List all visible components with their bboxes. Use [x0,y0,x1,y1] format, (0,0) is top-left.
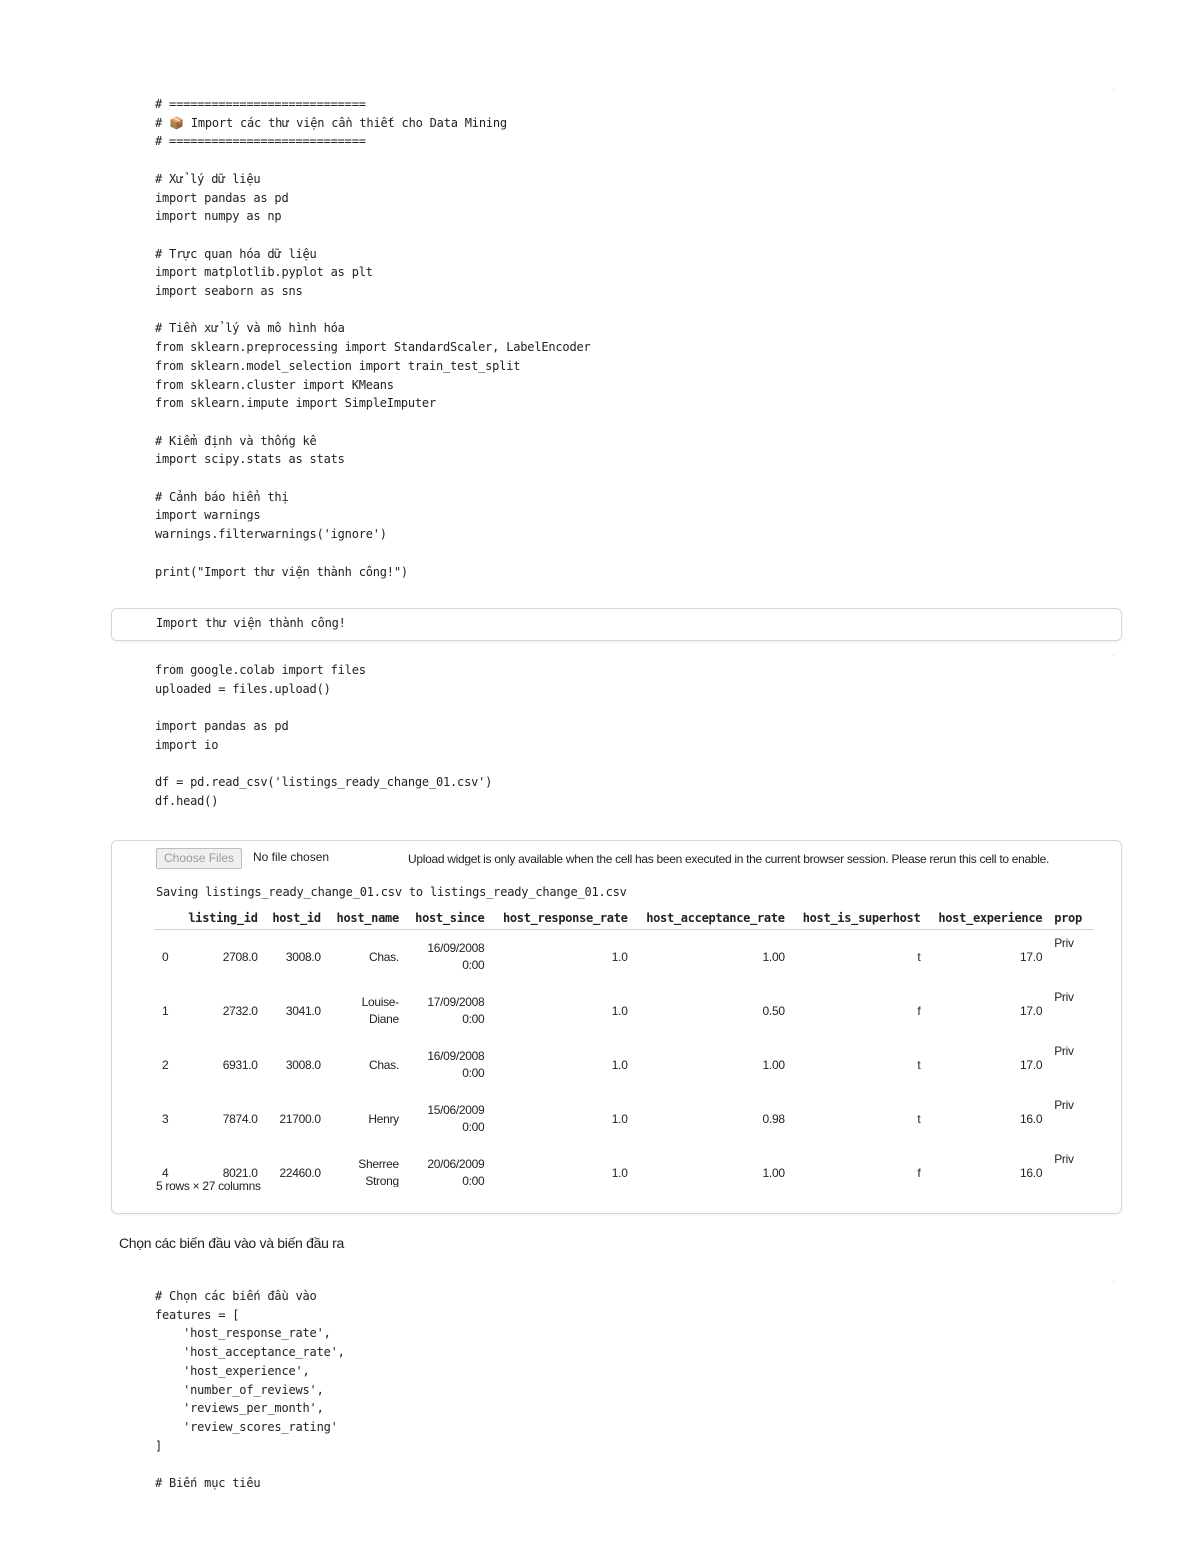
saving-text: Saving listings_ready_change_01.csv to listings_ready_change_01.csv [156,885,627,899]
dataframe-shape-note: 5 rows × 27 columns [156,1179,261,1193]
cell-host-acceptance-rate: 1.00 [762,1058,785,1072]
dataframe-scroll[interactable] [154,907,1094,1187]
output-text: Import thư viện thành công! [156,616,346,630]
table-row [154,984,1094,1038]
cell-host-name: Henry [368,1111,399,1126]
cell-host-response-rate: 1.0 [611,950,628,964]
dataframe-table [154,907,1094,1187]
cell-host-name: Louise-Diane [361,995,399,1026]
cell-host-is-superhost: t [917,1058,921,1072]
cell-property: Priv [1054,1152,1074,1166]
cell-host-response-rate: 1.0 [611,1112,628,1126]
upload-widget-note: Upload widget is only available when the cell has been executed in the current browser session. Please rerun this cell to enable. [408,852,1050,866]
cell-property: Priv [1054,1098,1074,1112]
cell-host-experience: 17.0 [1020,1004,1043,1018]
cell-host-id: 21700.0 [279,1112,321,1126]
cell-host-since: 20/06/2009 0:00 [427,1157,485,1187]
cell-property: Priv [1054,1044,1074,1058]
cell-host-is-superhost: t [917,950,921,964]
cell-host-response-rate: 1.0 [611,1058,628,1072]
cell-host-id: 3008.0 [285,950,321,964]
cell-host-acceptance-rate: 1.00 [762,1166,785,1180]
code-cell-read-csv[interactable]: from google.colab import files uploaded = files.upload() import pandas as pd import io df = pd.read_csv('listings_ready_change_01.csv') df.head() [155,663,493,808]
cell-listing-id: 7874.0 [222,1112,258,1126]
cell-host-since: 15/06/2009 0:00 [427,1103,485,1134]
code-cell-imports[interactable]: # ============================ # 📦 Import các thư viện cần thiết cho Data Mining # ============================ # Xử lý dữ liệu import pandas as pd import numpy as np # Trực quan hóa dữ liệu import matplotlib.pyplot as plt import seaborn as sns # Tiền xử lý và mô hình hóa from sklearn.preprocessing import StandardScaler, LabelEncoder from sklearn.model_selection import train_test_split from sklearn.cluster import KMeans from sklearn.impute import SimpleImputer # Kiểm định và thống kê import scipy.stats as stats # Cảnh báo hiển thị import warnings warnings.filterwarnings('ignore') print("Import thư viện thành công!") [155,97,591,579]
cell-host-id: 3008.0 [285,1058,321,1072]
cell-host-experience: 17.0 [1020,950,1043,964]
cell-listing-id: 8021.0 [222,1166,258,1180]
cell-host-since: 17/09/2008 0:00 [427,995,485,1026]
cell-corner-icon: · [1112,650,1115,660]
cell-host-since: 16/09/2008 0:00 [427,941,485,972]
col-header-host-response-rate: host_response_rate [490,907,633,930]
cell-listing-id: 2732.0 [222,1004,258,1018]
cell-property: Priv [1054,990,1074,1004]
row-index: 2 [162,1058,169,1072]
cell-host-name: Chas. [369,1057,399,1072]
cell-host-is-superhost: f [917,1166,921,1180]
choose-files-button[interactable]: Choose Files [156,848,242,869]
col-header-host-experience: host_experience [926,907,1048,930]
col-header-listing-id: listing_id [179,907,264,930]
table-header-row [154,907,1094,930]
cell-host-response-rate: 1.0 [611,1004,628,1018]
cell-corner-icon: · [1112,1276,1115,1286]
cell-host-experience: 16.0 [1020,1112,1043,1126]
table-row [154,1146,1094,1187]
cell-host-acceptance-rate: 0.50 [762,1004,785,1018]
output-area-dataframe [111,840,1122,1214]
table-row [154,1092,1094,1146]
code-cell-features[interactable]: # Chọn các biến đầu vào features = [ 'host_response_rate', 'host_acceptance_rate', 'host_experience', 'number_of_reviews', 'reviews_per_month', 'review_scores_rating' ] # Biến mục tiêu [155,1289,345,1491]
col-header-host-id: host_id [264,907,327,930]
col-header-host-name: host_name [327,907,405,930]
cell-host-response-rate: 1.0 [611,1166,628,1180]
cell-host-experience: 16.0 [1020,1166,1043,1180]
table-row [154,930,1094,985]
col-header-property: prop [1048,907,1094,930]
row-index: 3 [162,1112,169,1126]
output-area-imports [111,608,1122,641]
row-index: 0 [162,950,169,964]
cell-host-acceptance-rate: 1.00 [762,950,785,964]
col-header-host-since: host_since [405,907,491,930]
cell-listing-id: 2708.0 [222,950,258,964]
col-header-host-is-superhost: host_is_superhost [791,907,927,930]
cell-host-name: Chas. [369,949,399,964]
cell-property: Priv [1054,936,1074,950]
cell-host-is-superhost: f [917,1004,921,1018]
cell-host-since: 16/09/2008 0:00 [427,1049,485,1080]
cell-host-experience: 17.0 [1020,1058,1043,1072]
col-header-host-acceptance-rate: host_acceptance_rate [634,907,791,930]
row-index: 1 [162,1004,169,1018]
cell-listing-id: 6931.0 [222,1058,258,1072]
table-row [154,1038,1094,1092]
no-file-label: No file chosen [253,850,330,864]
cell-host-name: Sherree Strong [358,1157,399,1187]
cell-host-id: 3041.0 [285,1004,321,1018]
cell-host-acceptance-rate: 0.98 [762,1112,785,1126]
cell-host-is-superhost: t [917,1112,921,1126]
markdown-text: Chọn các biến đầu vào và biến đầu ra [119,1235,345,1251]
cell-host-id: 22460.0 [279,1166,321,1180]
col-header-index [154,907,179,930]
cell-corner-icon: · [1112,84,1115,94]
row-index: 4 [162,1166,169,1180]
